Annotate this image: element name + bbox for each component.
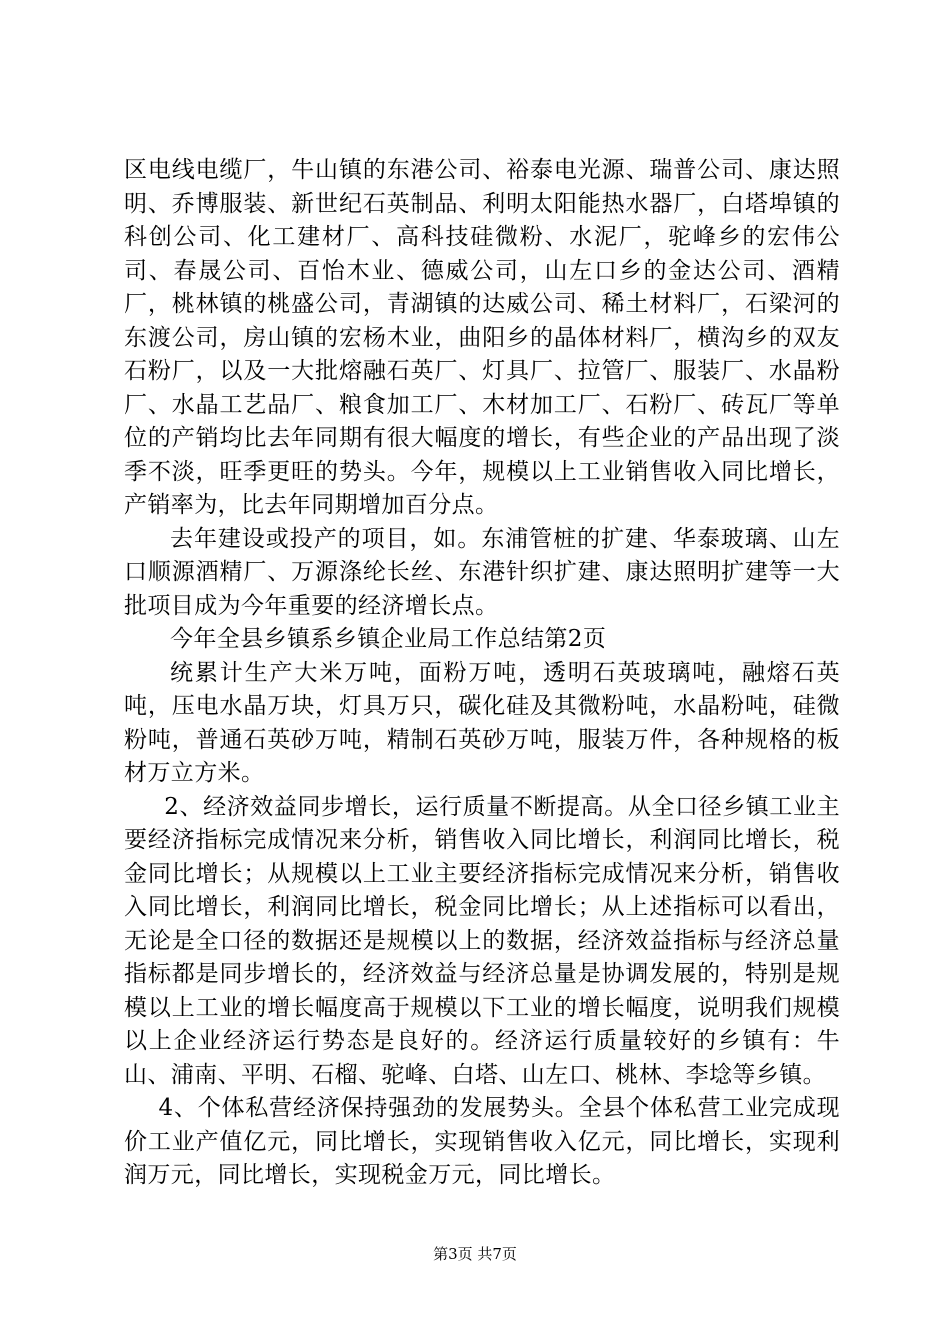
paragraph-production-stats: 统累计生产大米万吨，面粉万吨，透明石英玻璃吨，融熔石英吨，压电水晶万块，灯具万只，碳化硅及其微粉吨，水晶粉吨，硅微粉吨，普通石英砂万吨，精制石英砂万吨，服装万件，各种规格的板材万立方米。 (124, 659, 840, 786)
paragraph-projects: 去年建设或投产的项目，如。东浦管桩的扩建、华泰玻璃、山左口顺源酒精厂、万源涤纶长丝、东港针织扩建、康达照明扩建等一大批项目成为今年重要的经济增长点。 (124, 525, 840, 619)
document-body (124, 154, 840, 1193)
paragraph-private-economy: 4、个体私营经济保持强劲的发展势头。全县个体私营工业完成现价工业产值亿元，同比增长，实现销售收入亿元，同比增长，实现利润万元，同比增长，实现税金万元，同比增长。 (124, 1095, 840, 1188)
paragraph-page-heading: 今年全县乡镇系乡镇企业局工作总结第2页 (170, 626, 607, 652)
paragraph-economic-benefit: 2、经济效益同步增长，运行质量不断提高。从全口径乡镇工业主要经济指标完成情况来分析，销售收入同比增长，利润同比增长，税金同比增长；从规模以上工业主要经济指标完成情况来分析，销售收入同比增长，利润同比增长，税金同比增长；从上述指标可以看出，无论是全口径的数据还是规模以上的数据，经济效益指标与经济总量指标都是同步增长的，经济效益与经济总量是协调发展的，特别是规模以上工业的增长幅度高于规模以下工业的增长幅度，说明我们规模以上企业经济运行势态是良好的。经济运行质量较好的乡镇有：牛山、浦南、平明、石榴、驼峰、白塔、山左口、桃林、李埝等乡镇。 (124, 793, 840, 1088)
page-footer: 第3页 共7页 (433, 1245, 517, 1263)
paragraph-enterprise-list: 区电线电缆厂，牛山镇的东港公司、裕泰电光源、瑞普公司、康达照明、乔博服装、新世纪石英制品、利明太阳能热水器厂，白塔埠镇的科创公司、化工建材厂、高科技硅微粉、水泥厂，驼峰乡的宏伟公司、春晟公司、百怡木业、德威公司，山左口乡的金达公司、酒精厂，桃林镇的桃盛公司，青湖镇的达威公司、稀土材料厂，石梁河的东渡公司，房山镇的宏杨木业，曲阳乡的晶体材料厂，横沟乡的双友石粉厂，以及一大批熔融石英厂、灯具厂、拉管厂、服装厂、水晶粉厂、水晶工艺品厂、粮食加工厂、木材加工厂、石粉厂、砖瓦厂等单位的产销均比去年同期有很大幅度的增长，有些企业的产品出现了淡季不淡，旺季更旺的势头。今年，规模以上工业销售收入同比增长，产销率为，比去年同期增加百分点。 (124, 157, 840, 518)
